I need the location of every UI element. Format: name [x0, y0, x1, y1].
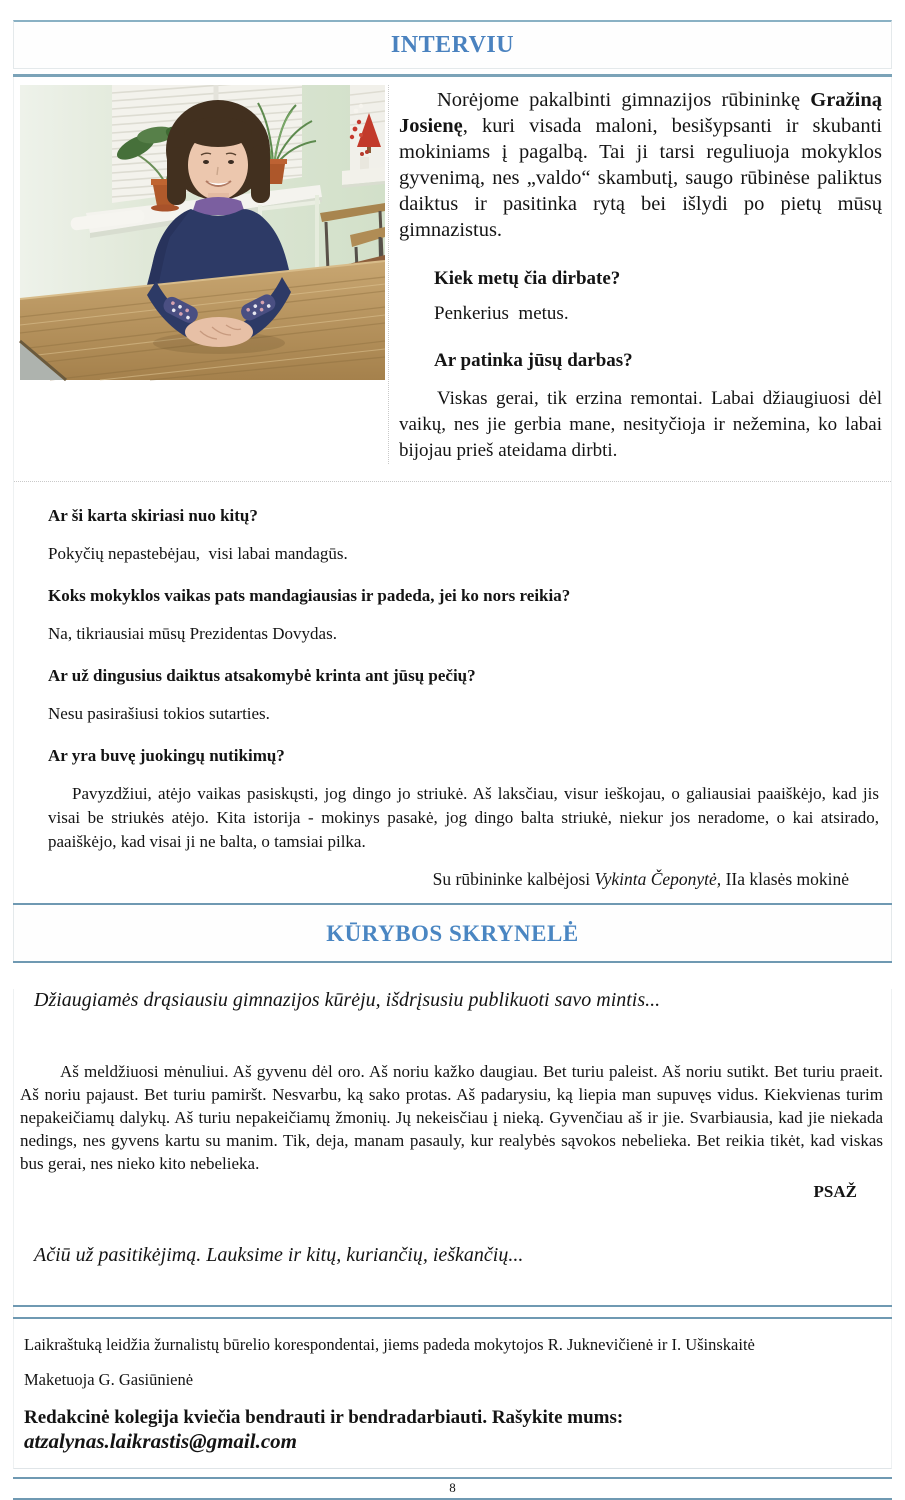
question-years-worked: Kiek metų čia dirbate?	[434, 268, 621, 289]
interview-byline	[24, 867, 879, 891]
interviewer-name: Vykinta Čeponytė,	[594, 869, 722, 889]
creative-essay: Aš meldžiuosi mėnuliui. Aš gyvenu dėl oro. Aš noriu kažko daugiau. Bet turiu paleist. Aš noriu sutikt. Bet turiu praeit. Aš noriu pajaust. Bet turiu pamiršt. Nesvarbu, ką sako protas. Aš padarysiu, ką liepia man supuvęs vidus. Kiekvienas turim nepakeičiamų dalykų. Aš turiu nepakeičiamų žmonių. Jų nekeisčiau į nieką. Gyvenčiau aš ir jie. Svarbiausia, kad jie niekada nedings, nes gyvens kartu su manim. Tik, deja, manam pasauly, kur realybės sąvokos nebelieka. Bet reikia tikėt, kad viskas bus gerai, nes nieko kito nebelieka.	[20, 1062, 883, 1173]
interview-photo	[20, 85, 389, 464]
interview-title: INTERVIU	[390, 32, 515, 58]
answer-like-job: Viskas gerai, tik erzina remontai. Labai džiaugiuosi dėl vaikų, nes jie gerbia mane, nesityčioja ir nežemina, ko labai bijojau prieš ateidama dirbti.	[399, 388, 882, 461]
interview-header-box	[13, 20, 892, 69]
creative-outro: Ačiū už pasitikėjimą. Lauksime ir kitų, kuriančių, ieškančių...	[34, 1244, 524, 1266]
answer-politest-kid: Na, tikriausiai mūsų Prezidentas Dovydas.	[48, 624, 337, 643]
interview-section	[13, 77, 892, 903]
interviewee-name: Gražiną Josienę	[399, 89, 882, 137]
question-like-job: Ar patinka jūsų darbas?	[434, 350, 633, 371]
page-number-strip	[13, 1477, 892, 1500]
creative-lead: Džiaugiamės drąsiausiu gimnazijos kūrėju, išdrįsusiu publikuoti savo mintis...	[34, 989, 661, 1011]
interview-qa-list	[14, 482, 891, 891]
intro-text-cont: , kuri visada maloni, besišypsanti ir skubanti mokiniams į pagalbą. Tai ji tarsi reguliuoja mokyklos gyvenimą, nes „valdo“ skambutį, saugo rūbinėse paliktus daiktus ir pasitinka rytą bei išlydi po pietų mūsų gimnazistus.	[399, 115, 882, 241]
creative-title: KŪRYBOS SKRYNELĖ	[326, 921, 579, 946]
page-number: 8	[449, 1480, 456, 1495]
question-politest-kid: Koks mokyklos vaikas pats mandagiausias ir padeda, jei ko nors reikia?	[48, 586, 571, 605]
answer-funny-incidents: Pavyzdžiui, atėjo vaikas pasiskųsti, jog dingo jo striukė. Aš laksčiau, visur ieškojau, o galiausiai paaiškėjo, kad jis visai be striukės atėjo. Kita istorija - mokinys pasakė, jog dingo balta striukė, niekur jos neradome, o kai atsirado, paaiškėjo, kad visai ji ne balta, o tamsiai pilka.	[48, 784, 879, 851]
footer-rule-gap	[13, 1307, 892, 1317]
byline-prefix: Su rūbininke kalbėjosi	[432, 869, 595, 889]
question-responsibility: Ar už dingusius daiktus atsakomybė krinta ant jūsų pečių?	[48, 666, 476, 685]
question-generation: Ar ši karta skiriasi nuo kitų?	[48, 506, 258, 525]
intro-text: Norėjome pakalbinti gimnazijos rūbininkę	[437, 89, 811, 111]
interview-intro-column	[389, 85, 891, 464]
answer-responsibility: Nesu pasirašiusi tokios sutarties.	[48, 704, 270, 723]
footer-invitation	[24, 1407, 881, 1454]
creative-header-bottom-rule	[13, 961, 892, 963]
creative-section	[13, 989, 892, 1305]
footer-layout-credit: Maketuoja G. Gasiūnienė	[24, 1370, 194, 1389]
invitation-text: Redakcinė kolegija kviečia bendrauti ir bendradarbiauti. Rašykite mums:	[24, 1407, 624, 1428]
creative-header-box	[13, 905, 892, 961]
interview-intro-paragraph	[399, 87, 882, 243]
answer-generation: Pokyčių nepastebėjau, visi labai mandagūs.	[48, 544, 348, 563]
classroom-photo-illustration	[20, 85, 385, 380]
footer-correspondents: Laikraštuką leidžia žurnalistų būrelio korespondentai, jiems padeda mokytojos R. Juknevičienė ir I. Ušinskaitė	[24, 1335, 755, 1354]
byline-suffix: IIa klasės mokinė	[721, 869, 849, 889]
question-funny-incidents: Ar yra buvę juokingų nutikimų?	[48, 746, 285, 765]
footer-credits	[13, 1319, 892, 1469]
answer-years-worked: Penkerius metus.	[434, 303, 569, 324]
contact-email: atzalynas.laikrastis@gmail.com	[24, 1429, 297, 1453]
essay-signature: PSAŽ	[813, 1182, 857, 1201]
